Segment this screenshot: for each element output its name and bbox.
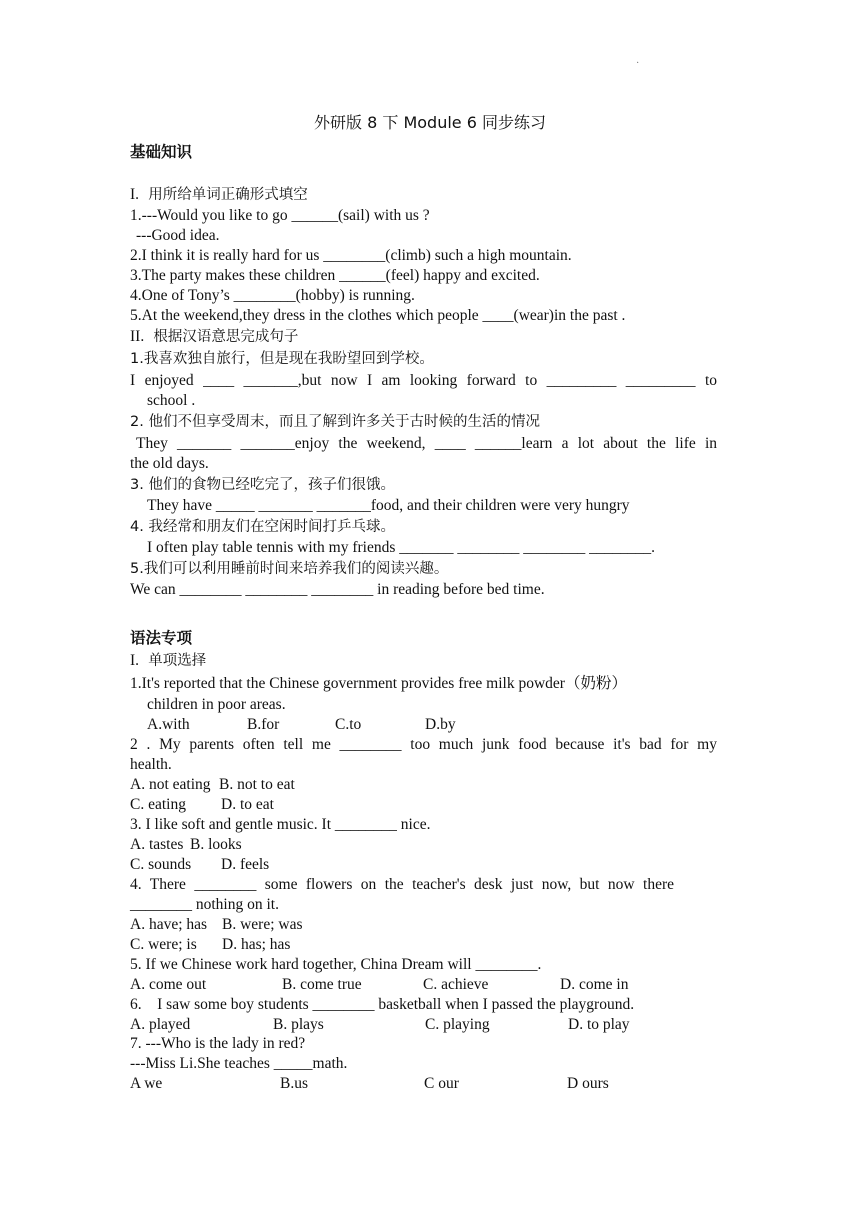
part1-title: 用所给单词正确形式填空	[148, 187, 308, 203]
mc-q2-stem: 2 . My parents often tell me ________ too much junk food because it's bad for my	[130, 736, 717, 753]
translate-q5-cn: 5.我们可以利用睡前时间来培养我们的阅读兴趣。	[130, 561, 449, 577]
mc-q2-option-a: A. not eating	[130, 776, 211, 793]
mc-q3-stem: 3. I like soft and gentle music. It ________ nice.	[130, 816, 431, 833]
mc-q6-option-d: D. to play	[568, 1016, 630, 1033]
translate-q1-cn: 1.我喜欢独自旅行，但是现在我盼望回到学校。	[130, 351, 434, 367]
fill-q1-reply: ---Good idea.	[136, 227, 220, 244]
mc-q7-option-b: B.us	[280, 1075, 308, 1092]
mc-q4-option-c: C. were; is	[130, 936, 197, 953]
mc-q5-option-a: A. come out	[130, 976, 207, 993]
page-dot: ·	[636, 58, 640, 69]
mc-q4-stem-cont: ________ nothing on it.	[130, 896, 279, 913]
mc-q1-stem-cont: children in poor areas.	[147, 696, 286, 713]
translate-q1-en: I enjoyed ____ _______,but now I am looking forward to _________ _________ to	[130, 372, 717, 389]
part2-heading	[130, 327, 298, 347]
translate-q2-en-cont: the old days.	[130, 455, 209, 472]
fill-q1: 1.---Would you like to go ______(sail) with us ?	[130, 207, 430, 224]
mc-q5-option-c: C. achieve	[423, 976, 489, 993]
translate-q2-en: They _______ _______enjoy the weekend, ____ ______learn a lot about the life in	[136, 435, 717, 452]
mc-q7-stem: 7. ---Who is the lady in red?	[130, 1035, 306, 1052]
mc-q2-stem-cont: health.	[130, 756, 172, 773]
part1-heading	[130, 185, 308, 205]
mc-q6-option-c: C. playing	[425, 1016, 490, 1033]
mc-q1-option-d: D.by	[425, 716, 456, 733]
mc-q1-option-b: B.for	[247, 716, 280, 733]
mc-q1-option-a: A.with	[147, 716, 190, 733]
mc-q5-option-b: B. come true	[282, 976, 362, 993]
mc-q2-option-c: C. eating	[130, 796, 186, 813]
translate-q3-en: They have _____ _______ _______food, and their children were very hungry	[147, 497, 630, 514]
fill-q3: 3.The party makes these children ______(feel) happy and excited.	[130, 267, 540, 284]
choice-label: I.	[130, 652, 140, 669]
mc-q7-option-c: C our	[424, 1075, 459, 1092]
part1-label: I.	[130, 186, 140, 203]
part2-label: II.	[130, 328, 145, 345]
mc-q4-stem: 4. There ________ some flowers on the teacher's desk just now, but now there	[130, 876, 674, 893]
translate-q4-cn: 4. 我经常和朋友们在空闲时间打乒乓球。	[130, 519, 395, 535]
section-heading-grammar: 语法专项	[130, 629, 193, 647]
fill-q2: 2.I think it is really hard for us ________(climb) such a high mountain.	[130, 247, 572, 264]
part2-title: 根据汉语意思完成句子	[153, 329, 299, 345]
translate-q3-cn: 3. 他们的食物已经吃完了，孩子们很饿。	[130, 477, 395, 493]
mc-q2-option-b: B. not to eat	[219, 776, 295, 793]
mc-q7-stem-cont: ---Miss Li.She teaches _____math.	[130, 1055, 348, 1072]
translate-q1-en-cont: school .	[147, 392, 196, 409]
mc-q3-option-b: B. looks	[190, 836, 242, 853]
mc-q7-option-a: A we	[130, 1075, 163, 1092]
mc-q4-option-a: A. have; has	[130, 916, 208, 933]
mc-q6-option-b: B. plays	[273, 1016, 324, 1033]
mc-q5-option-d: D. come in	[560, 976, 629, 993]
choice-title: 单项选择	[148, 653, 207, 669]
mc-q4-option-d: D. has; has	[222, 936, 291, 953]
mc-q3-option-d: D. feels	[221, 856, 270, 873]
mc-q7-option-d: D ours	[567, 1075, 609, 1092]
translate-q5-en: We can ________ ________ ________ in reading before bed time.	[130, 581, 545, 598]
translate-q2-cn: 2. 他们不但享受周末，而且了解到许多关于古时候的生活的情况	[130, 414, 540, 430]
mc-q1-stem: 1.It's reported that the Chinese government provides free milk powder（奶粉）	[130, 675, 627, 692]
mc-q3-option-c: C. sounds	[130, 856, 192, 873]
translate-q4-en: I often play table tennis with my friends _______ ________ ________ ________.	[147, 539, 655, 556]
fill-q5: 5.At the weekend,they dress in the clothes which people ____(wear)in the past .	[130, 307, 626, 324]
mc-q2-option-d: D. to eat	[221, 796, 274, 813]
mc-q1-option-c: C.to	[335, 716, 362, 733]
mc-q5-stem: 5. If we Chinese work hard together, China Dream will ________.	[130, 956, 542, 973]
mc-q4-option-b: B. were; was	[222, 916, 303, 933]
mc-q6-stem: 6. I saw some boy students ________ basketball when I passed the playground.	[130, 996, 635, 1013]
fill-q4: 4.One of Tony’s ________(hobby) is running.	[130, 287, 415, 304]
section-heading-basics: 基础知识	[130, 143, 193, 161]
mc-q6-option-a: A. played	[130, 1016, 191, 1033]
mc-q3-option-a: A. tastes	[130, 836, 184, 853]
choice-heading	[130, 651, 206, 671]
document-title: 外研版 8 下 Module 6 同步练习	[314, 113, 546, 132]
